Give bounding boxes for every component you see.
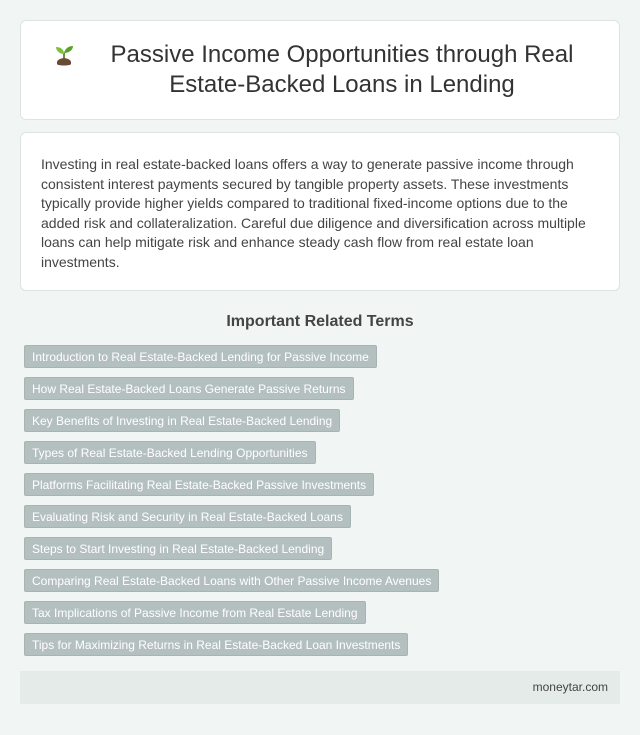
title-card xyxy=(20,20,620,120)
title-wrap xyxy=(51,40,589,100)
list-item xyxy=(24,377,624,409)
list-item xyxy=(24,569,624,601)
list-item xyxy=(24,505,624,537)
term-link[interactable]: Introduction to Real Estate-Backed Lending for Passive Income xyxy=(24,345,377,368)
term-link[interactable]: Comparing Real Estate-Backed Loans with Other Passive Income Avenues xyxy=(24,569,439,592)
page-title: Passive Income Opportunities through Real Estate-Backed Loans in Lending xyxy=(110,41,574,98)
term-link[interactable]: Platforms Facilitating Real Estate-Backed Passive Investments xyxy=(24,473,374,496)
list-item xyxy=(24,473,624,505)
term-link[interactable]: Types of Real Estate-Backed Lending Opportunities xyxy=(24,441,316,464)
intro-card xyxy=(20,132,620,291)
seedling-icon xyxy=(51,42,77,68)
term-link[interactable]: Steps to Start Investing in Real Estate-Backed Lending xyxy=(24,537,332,560)
footer xyxy=(20,671,620,704)
term-link[interactable]: Key Benefits of Investing in Real Estate-Backed Lending xyxy=(24,409,340,432)
list-item xyxy=(24,345,624,377)
term-link[interactable]: Evaluating Risk and Security in Real Estate-Backed Loans xyxy=(24,505,351,528)
related-terms-list xyxy=(24,345,624,665)
list-item xyxy=(24,633,624,665)
intro-paragraph: Investing in real estate-backed loans offers a way to generate passive income through consistent interest payments secured by tangible property assets. These investments typically provide higher yields compared to traditional fixed-income options due to the added risk and collateralization. Careful due diligence and diversification across multiple loans can help mitigate risk and enhance steady cash flow from real estate loan investments. xyxy=(41,156,586,270)
term-link[interactable]: How Real Estate-Backed Loans Generate Passive Returns xyxy=(24,377,354,400)
site-link[interactable]: moneytar.com xyxy=(532,680,608,694)
term-link[interactable]: Tax Implications of Passive Income from Real Estate Lending xyxy=(24,601,366,624)
related-terms-heading: Important Related Terms xyxy=(226,313,414,330)
list-item xyxy=(24,409,624,441)
term-link[interactable]: Tips for Maximizing Returns in Real Estate-Backed Loan Investments xyxy=(24,633,408,656)
list-item xyxy=(24,601,624,633)
list-item xyxy=(24,441,624,473)
list-item xyxy=(24,537,624,569)
